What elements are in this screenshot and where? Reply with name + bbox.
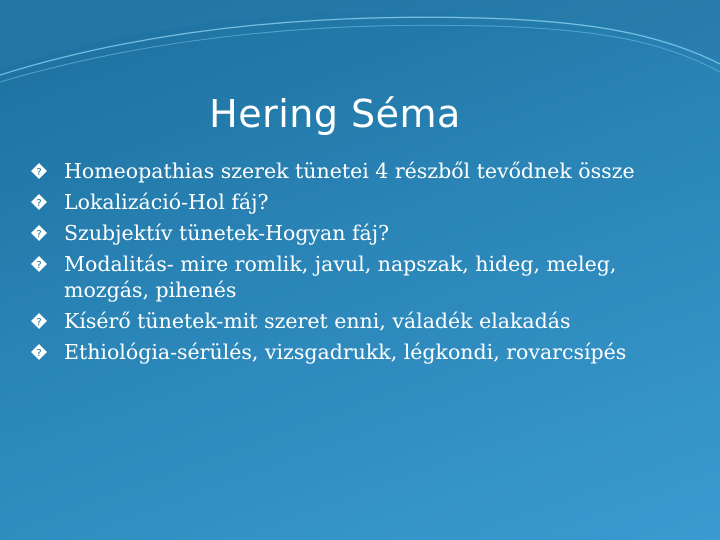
list-item xyxy=(30,220,700,246)
bullet-text: Modalitás- mire romlik, javul, napszak, hideg, meleg, mozgás, pihenés xyxy=(64,252,617,302)
list-item xyxy=(30,339,700,365)
svg-text:?: ? xyxy=(36,348,42,359)
list-item xyxy=(30,189,700,215)
missing-glyph-icon xyxy=(30,193,48,211)
missing-glyph-icon xyxy=(30,312,48,330)
list-item xyxy=(30,158,700,184)
list-item xyxy=(30,251,700,303)
svg-text:?: ? xyxy=(36,167,42,178)
missing-glyph-icon xyxy=(30,255,48,273)
missing-glyph-icon xyxy=(30,224,48,242)
bullet-text: Homeopathias szerek tünetei 4 részből tevődnek össze xyxy=(64,159,635,183)
bullet-list xyxy=(30,158,700,370)
bullet-text: Kísérő tünetek-mit szeret enni, váladék elakadás xyxy=(64,309,571,333)
list-item xyxy=(30,308,700,334)
missing-glyph-icon xyxy=(30,162,48,180)
svg-text:?: ? xyxy=(36,260,42,271)
svg-text:?: ? xyxy=(36,317,42,328)
bullet-text: Ethiológia-sérülés, vizsgadrukk, légkondi, rovarcsípés xyxy=(64,340,627,364)
bullet-text: Lokalizáció-Hol fáj? xyxy=(64,190,269,214)
svg-text:?: ? xyxy=(36,229,42,240)
svg-text:?: ? xyxy=(36,198,42,209)
bullet-text: Szubjektív tünetek-Hogyan fáj? xyxy=(64,221,390,245)
missing-glyph-icon xyxy=(30,343,48,361)
decorative-curves xyxy=(0,0,720,90)
slide-title: Hering Séma xyxy=(209,92,461,136)
